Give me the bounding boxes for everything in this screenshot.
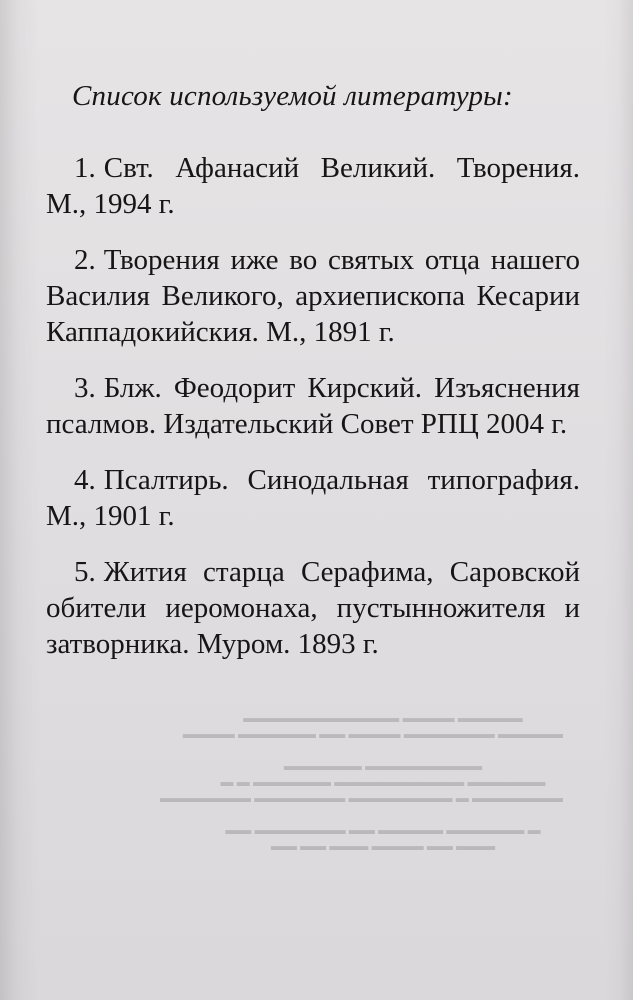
reference-text: Жития старца Серафима, Саровской обители иеромонаха, пустынножителя и затворника. Муром. 1893 г. [46, 556, 580, 660]
page-heading: Список используемой литературы: [72, 80, 513, 112]
reference-number: 1. [74, 152, 96, 184]
reference-item [46, 462, 580, 534]
reference-number: 5. [74, 556, 96, 588]
reference-list [46, 150, 580, 682]
reference-item [46, 150, 580, 222]
reference-number: 3. [74, 372, 96, 404]
reference-text: Блж. Феодорит Кирский. Изъяснения псалмов. Издательский Совет РПЦ 2004 г. [46, 372, 580, 440]
reference-number: 4. [74, 464, 96, 496]
reference-item [46, 554, 580, 662]
reference-text: Псалтирь. Синодальная типография. М., 1901 г. [46, 464, 580, 532]
imprint-ghost-text: ▬▬▬▬▬ ▬▬▬▬ ▬▬▬▬▬▬▬▬▬▬▬▬ ▬▬▬▬▬ ▬▬▬▬▬▬▬ ▬▬▬▬ ▬▬ ▬▬▬▬▬▬ ▬▬▬▬ ▬▬▬▬▬▬▬▬▬ ▬▬▬▬▬▬ ▬▬▬▬▬▬ ▬▬▬▬▬▬▬▬▬▬ ▬▬▬▬▬▬ ▬ ▬ ▬▬▬▬▬▬▬ ▬ ▬▬▬▬▬▬▬▬ ▬▬▬▬▬▬▬ ▬▬▬▬▬▬▬ ▬ ▬▬▬▬▬▬ ▬▬▬▬▬ ▬▬ ▬▬▬▬▬▬▬ ▬▬ ▬▬▬ ▬▬ ▬▬▬▬ ▬▬▬ ▬▬ ▬▬ [160, 710, 563, 853]
reference-text: Свт. Афанасий Великий. Творения. М., 1994 г. [46, 152, 580, 220]
reference-item [46, 242, 580, 350]
reference-number: 2. [74, 244, 96, 276]
reference-text: Творения иже во святых отца нашего Василия Великого, архиепископа Кесарии Каппадокийския. М., 1891 г. [46, 244, 580, 348]
reference-item [46, 370, 580, 442]
